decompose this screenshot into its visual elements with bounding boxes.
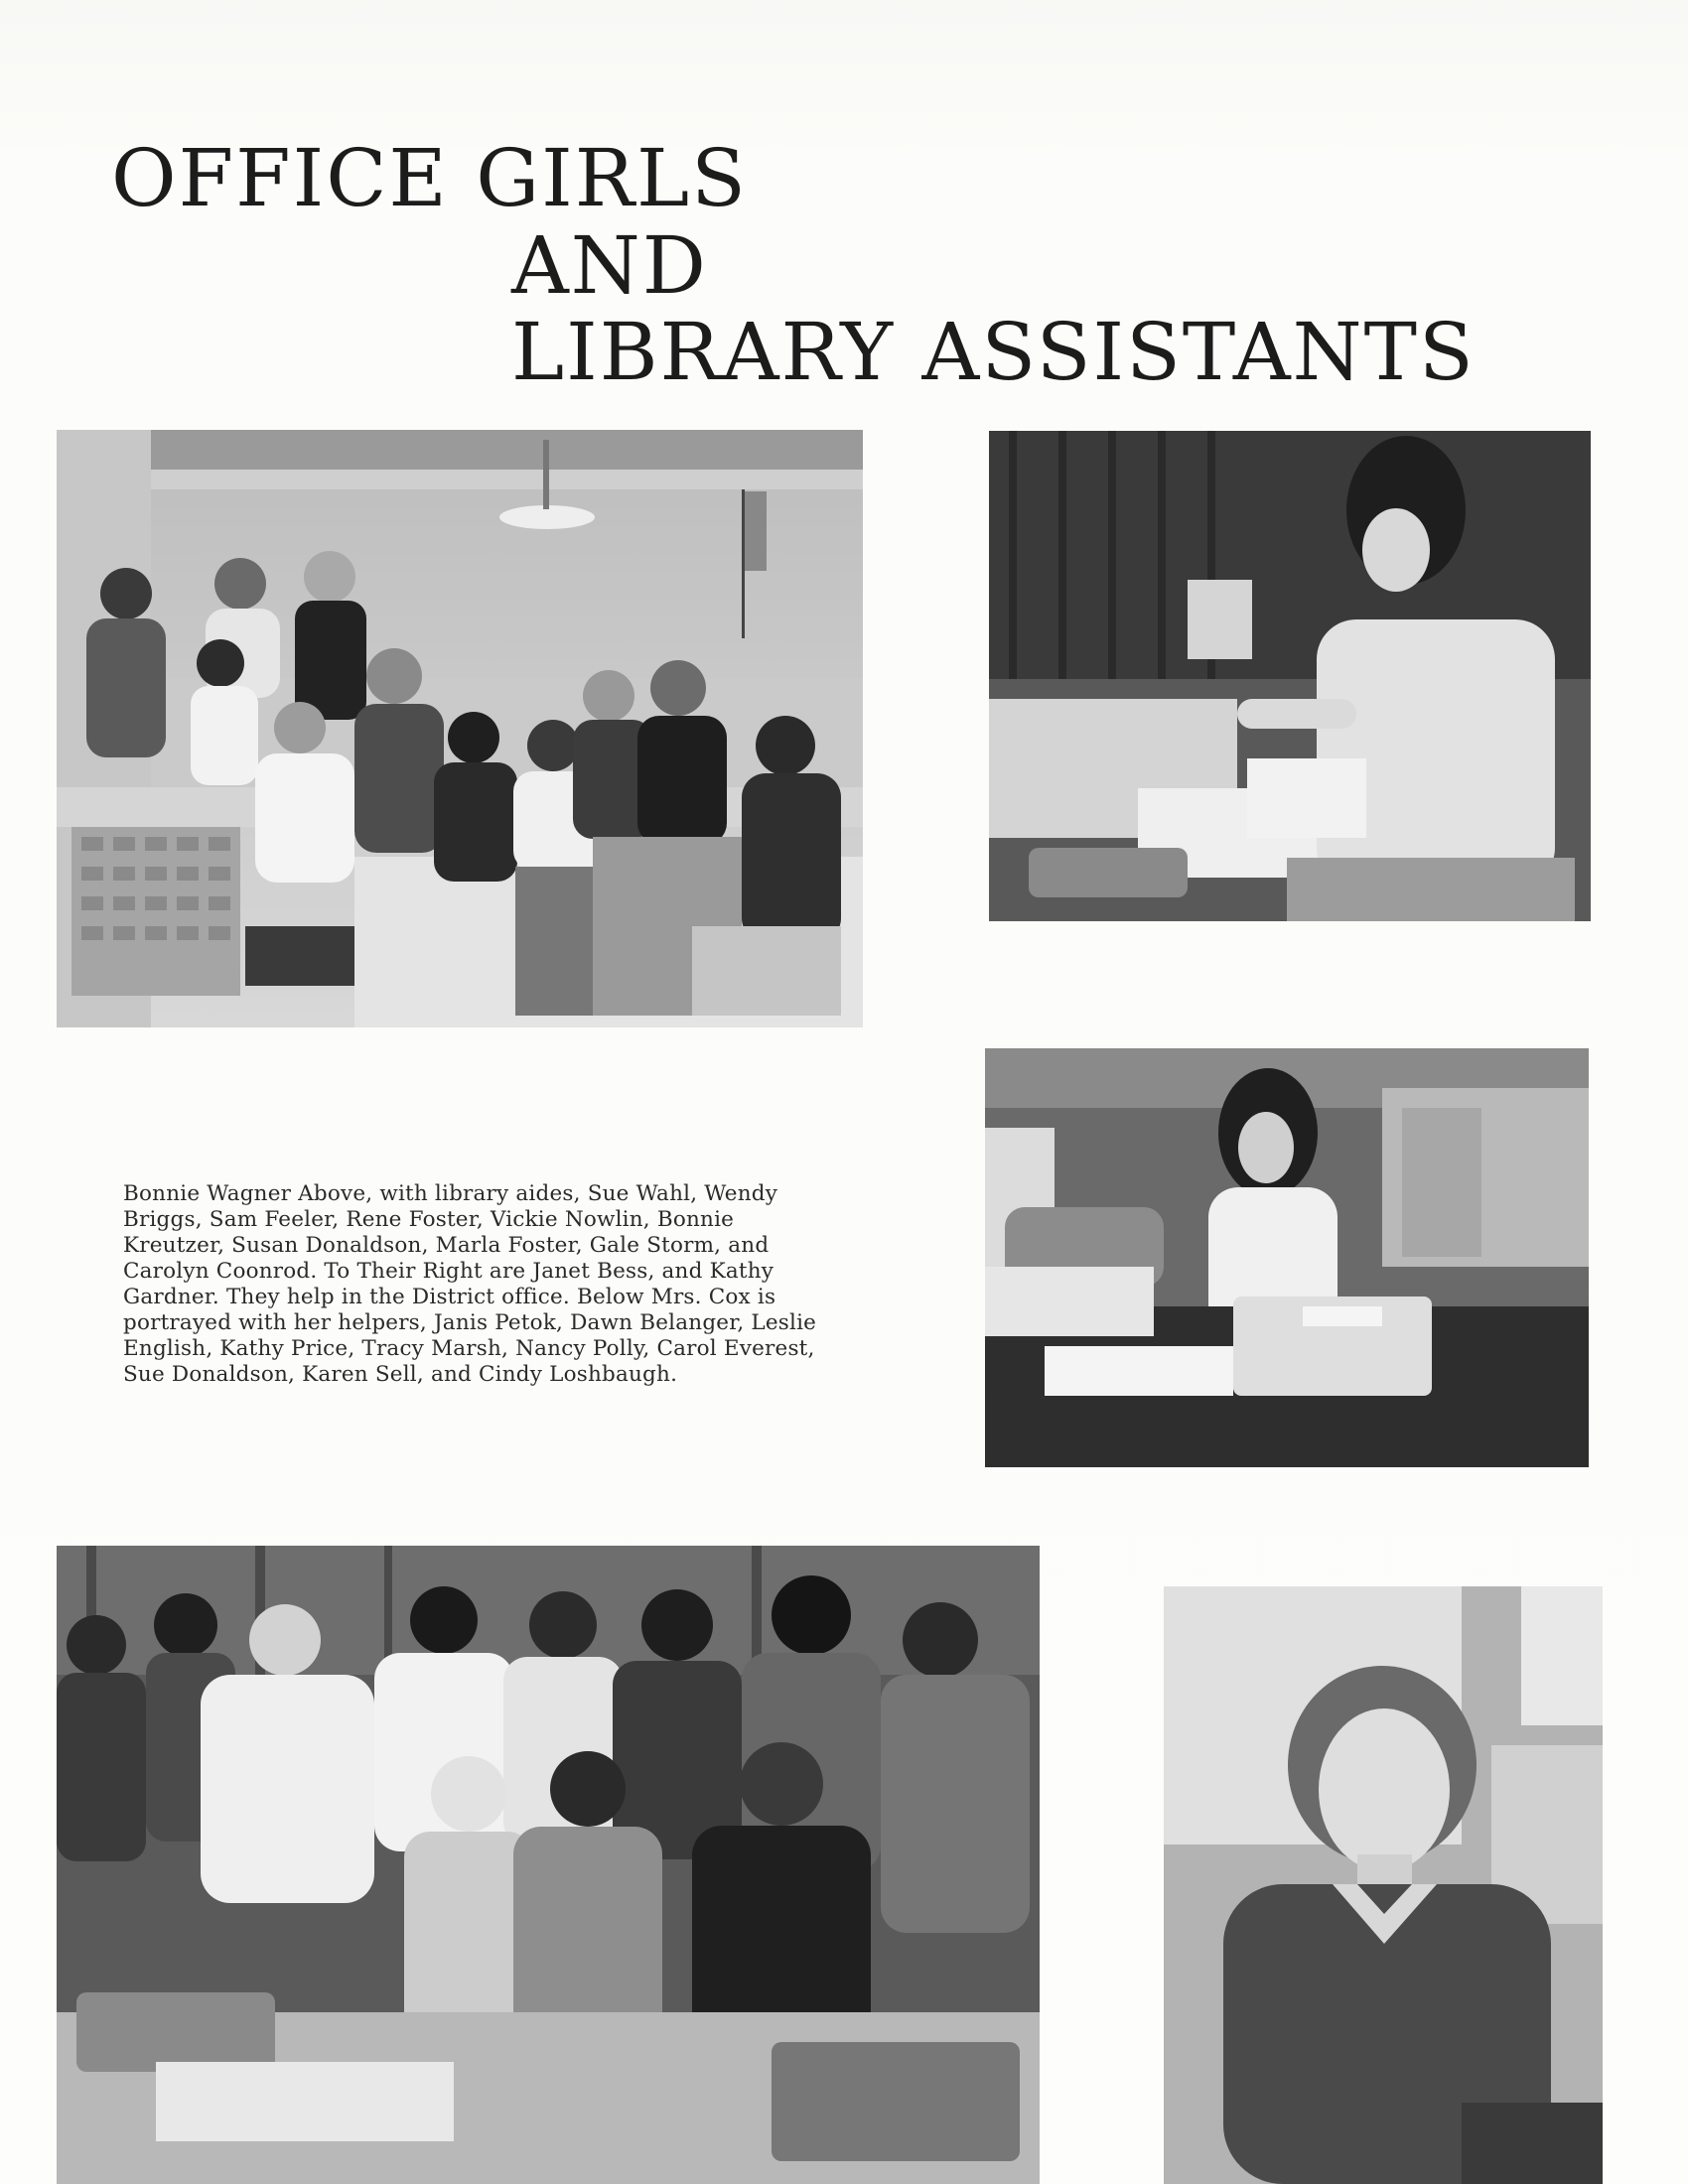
caption-line: Bonnie Wagner Above, with library aides, Sue Wahl, Wendy <box>123 1181 778 1206</box>
caption-line: Carolyn Coonrod. To Their Right are Janet Bess, and Kathy <box>123 1259 774 1284</box>
caption-line: Briggs, Sam Feeler, Rene Foster, Vickie Nowlin, Bonnie <box>123 1207 735 1232</box>
page-title-line-2: AND <box>511 219 708 312</box>
district-office-clerk-photo <box>989 431 1591 921</box>
page-title-line-1: OFFICE GIRLS <box>111 132 748 224</box>
photo-caption <box>123 1181 917 1388</box>
library-aides-group-photo <box>57 430 863 1027</box>
mrs-cox-portrait-photo <box>1164 1586 1603 2184</box>
caption-line: Sue Donaldson, Karen Sell, and Cindy Loshbaugh. <box>123 1362 678 1387</box>
typist-at-desk-photo <box>985 1048 1589 1467</box>
caption-line: Gardner. They help in the District office. Below Mrs. Cox is <box>123 1285 776 1309</box>
caption-line: Kreutzer, Susan Donaldson, Marla Foster, Gale Storm, and <box>123 1233 770 1258</box>
office-helpers-group-photo <box>57 1546 1040 2184</box>
caption-line: portrayed with her helpers, Janis Petok, Dawn Belanger, Leslie <box>123 1310 817 1335</box>
caption-line: English, Kathy Price, Tracy Marsh, Nancy Polly, Carol Everest, <box>123 1336 815 1361</box>
page-title-line-3: LIBRARY ASSISTANTS <box>511 306 1476 398</box>
